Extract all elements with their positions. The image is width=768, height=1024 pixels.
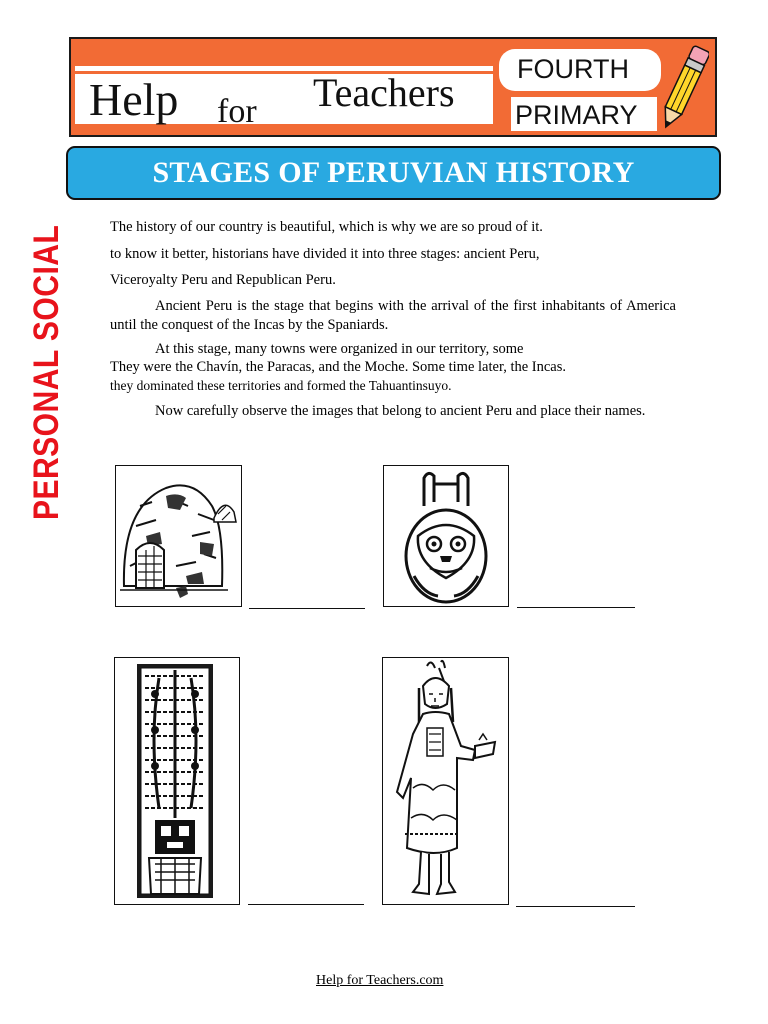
paragraph-6: They were the Chavín, the Paracas, and the Moche. Some time later, the Incas.: [110, 359, 567, 375]
ceramic-vessel-image: [383, 465, 509, 607]
header-word-help: Help: [89, 74, 179, 125]
ceramic-vessel-icon: [384, 466, 507, 605]
carved-stele-image: [114, 657, 240, 905]
paragraph-3: Viceroyalty Peru and Republican Peru.: [110, 272, 336, 288]
side-label-personal-social: PERSONAL SOCIAL: [27, 224, 66, 520]
title-banner: [66, 146, 721, 200]
paragraph-1: The history of our country is beautiful, which is why we are so proud of it.: [110, 219, 543, 235]
paragraph-5: At this stage, many towns were organized in our territory, some: [155, 341, 524, 357]
grade-box-2: [511, 97, 657, 131]
answer-line-2[interactable]: [517, 607, 635, 608]
paragraph-4: Ancient Peru is the stage that begins with the arrival of the first inhabitants of America until the conquest of the Incas by the Spaniards.: [110, 298, 676, 333]
header-stripe: [75, 63, 493, 66]
inca-figure-image: [382, 657, 509, 905]
carved-stele-icon: [115, 658, 238, 903]
answer-line-3[interactable]: [248, 904, 364, 905]
inca-figure-icon: [383, 658, 507, 903]
header-title-area: [75, 63, 493, 130]
grade-line-1: FOURTH: [517, 54, 629, 84]
grade-box: [499, 49, 661, 91]
page-title: STAGES OF PERUVIAN HISTORY: [152, 156, 635, 189]
paragraph-7: they dominated these territories and formed the Tahuantinsuyo.: [110, 378, 452, 393]
header-banner: [69, 37, 717, 137]
header-word-teachers: Teachers: [313, 70, 455, 115]
pencil-icon: [659, 41, 709, 135]
header-word-for: for: [217, 93, 257, 130]
paragraph-2: to know it better, historians have divided it into three stages: ancient Peru,: [110, 246, 540, 262]
paragraph-8: Now carefully observe the images that belong to ancient Peru and place their names.: [155, 403, 646, 419]
stone-hut-icon: [116, 466, 240, 605]
grade-line-2: PRIMARY: [515, 100, 638, 130]
footer-link[interactable]: Help for Teachers.com: [316, 973, 444, 988]
answer-line-4[interactable]: [516, 906, 635, 907]
answer-line-1[interactable]: [249, 608, 365, 609]
stone-hut-image: [115, 465, 242, 607]
